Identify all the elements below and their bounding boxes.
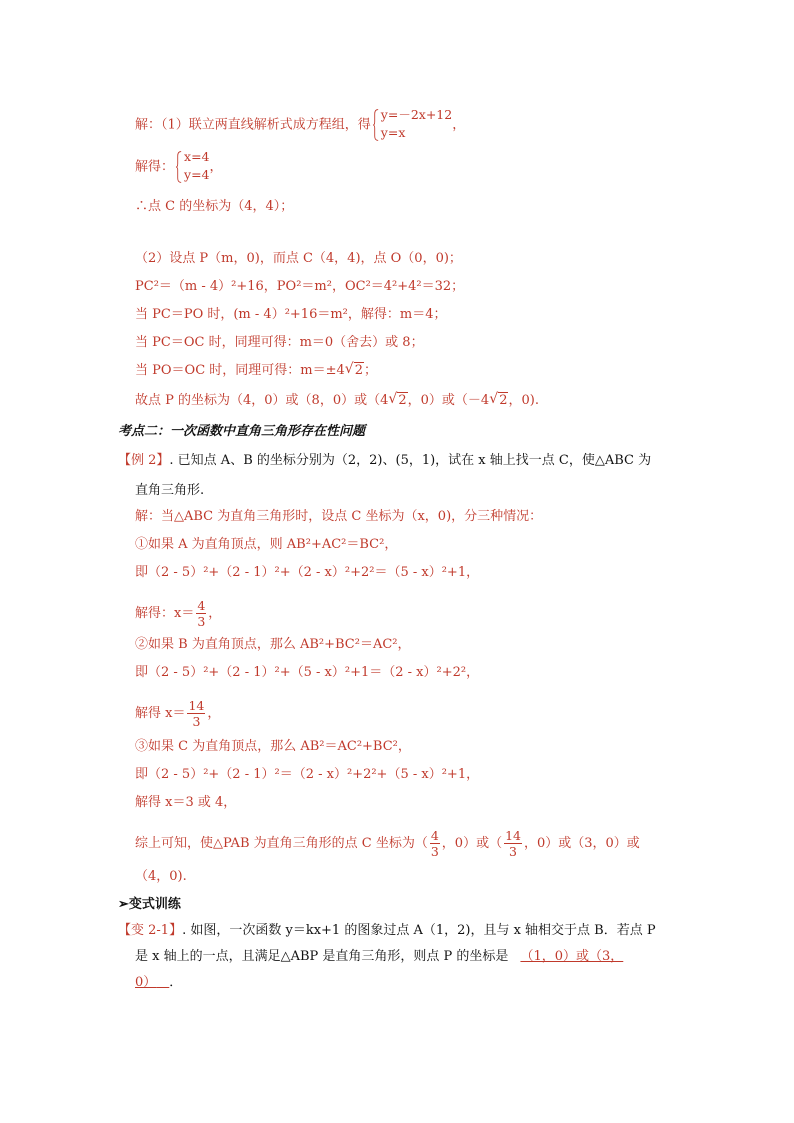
case-3-equation: 即（2 - 5）²+（2 - 1）²＝（2 - x）²+2²+（5 - x）²+1， xyxy=(135,767,480,782)
case-2-condition: ②如果 B 为直角顶点，那么 AB²+BC²＝AC²， xyxy=(135,637,411,652)
denominator: 3 xyxy=(509,844,517,859)
sqrt: √ 2 xyxy=(344,361,364,378)
denominator: 3 xyxy=(192,714,201,729)
solution-text: ，0）或（－4 xyxy=(407,393,490,408)
case-po-oc xyxy=(135,362,377,380)
question-text: . 如图，一次函数 y＝kx+1 的图象过点 A（1，2)，且与 x 轴相交于点 B．若点 P xyxy=(182,923,656,938)
fraction xyxy=(196,598,206,629)
solution-text: 综上可知，使△PAB 为直角三角形的点 C 坐标为（ xyxy=(135,836,428,851)
radicand: 2 xyxy=(398,393,407,408)
case-1-equation: 即（2 - 5）²+（2 - 1）²+（2 - x）²+2²＝（5 - x）²+1， xyxy=(135,565,480,580)
example-tag: 【例 2】 xyxy=(118,453,170,468)
solution-text: 解：（1）联立两直线解析式成方程组，得 xyxy=(135,117,371,133)
example-solution-intro: 解：当△ABC 为直角三角形时，设点 C 坐标为（x，0)，分三种情况： xyxy=(135,509,543,524)
distance-formulas: PC²＝（m - 4）²+16，PO²＝m²，OC²＝4²+4²＝32； xyxy=(135,279,465,294)
answer-underline-tail xyxy=(156,975,169,990)
radicand: 2 xyxy=(354,363,364,378)
variant-question-line-2 xyxy=(135,948,623,966)
equation-system xyxy=(176,148,210,186)
variant-tag: 【变 2-1】 xyxy=(118,923,183,938)
punctuation: ， xyxy=(452,117,466,133)
variant-question-line-3 xyxy=(135,974,182,992)
variant-question-line-1 xyxy=(118,922,656,940)
case-2-solution xyxy=(135,698,220,729)
summary-line-2: （4，0). xyxy=(135,869,187,884)
sqrt: √ 2 xyxy=(388,391,407,408)
solution-text: 解得 x＝ xyxy=(135,706,186,721)
punctuation: ， xyxy=(207,706,221,721)
equation-row: y=－2x+12 xyxy=(380,107,453,122)
numerator: 4 xyxy=(197,598,206,613)
solution-text: 解得：x＝ xyxy=(135,606,195,621)
solution-line-p: （2）设点 P（m，0)，而点 C（4，4)，点 O（0，0)； xyxy=(135,251,462,266)
equation-system xyxy=(373,106,452,144)
radicand: 2 xyxy=(499,393,508,408)
brace-icon xyxy=(176,148,182,186)
numerator: 14 xyxy=(188,698,205,713)
numerator: 4 xyxy=(430,828,439,843)
solution-line-2 xyxy=(135,148,223,186)
punctuation: ， xyxy=(209,159,223,175)
punctuation: ； xyxy=(364,363,378,378)
example-question-line-1 xyxy=(118,452,651,470)
equation-row: y=x xyxy=(380,125,406,140)
case-pc-po: 当 PC＝PO 时，(m - 4）²+16＝m²，解得：m＝4； xyxy=(135,307,447,322)
sqrt: √ 2 xyxy=(489,391,508,408)
case-1-solution xyxy=(135,598,221,629)
equation-row: x=4 xyxy=(184,149,210,164)
question-text: . 已知点 A、B 的坐标分别为（2，2)、(5，1)，试在 x 轴上找一点 C，使△ABC 为 xyxy=(169,453,652,468)
fraction xyxy=(430,828,440,859)
denominator: 3 xyxy=(430,844,439,859)
solution-text: 故点 P 的坐标为（4，0）或（8，0）或（4 xyxy=(135,393,389,408)
solution-text: ，0). xyxy=(508,393,539,408)
denominator: 3 xyxy=(197,614,206,629)
solution-line-1 xyxy=(135,106,465,144)
equation-row: y=4 xyxy=(184,167,210,182)
point-p-result xyxy=(135,392,539,410)
solution-text: ，0）或（3，0）或 xyxy=(523,836,640,851)
answer-blank-cont: 0） xyxy=(135,975,157,990)
solution-text: 当 PO＝OC 时，同理可得：m＝±4 xyxy=(135,363,345,378)
punctuation: ， xyxy=(208,606,222,621)
solution-text: 解得： xyxy=(135,159,175,175)
punctuation: ． xyxy=(169,975,183,990)
fraction xyxy=(504,828,522,859)
case-2-equation: 即（2 - 5）²+（2 - 1）²+（5 - x）²+1＝（2 - x）²+2²， xyxy=(135,665,480,680)
question-text: 是 x 轴上的一点，且满足△ABP 是直角三角形，则点 P 的坐标是 xyxy=(135,949,509,964)
brace-icon xyxy=(373,106,379,144)
case-1-condition: ①如果 A 为直角顶点，则 AB²+AC²＝BC²， xyxy=(135,537,398,552)
summary-line xyxy=(135,828,640,859)
fraction xyxy=(187,698,205,729)
training-label: ➢变式训练 xyxy=(118,897,181,912)
case-3-solution: 解得 x＝3 或 4， xyxy=(135,795,237,810)
numerator: 14 xyxy=(505,828,521,843)
example-question-line-2: 直角三角形. xyxy=(135,483,205,498)
point-c-result: ∴点 C 的坐标为（4，4）； xyxy=(135,199,294,214)
section-heading: 考点二：一次函数中直角三角形存在性问题 xyxy=(118,424,366,439)
case-3-condition: ③如果 C 为直角顶点，那么 AB²＝AC²+BC²， xyxy=(135,739,411,754)
answer-blank: （1，0）或（3， xyxy=(520,949,624,964)
case-pc-oc: 当 PC＝OC 时，同理可得：m＝0（舍去）或 8； xyxy=(135,335,424,350)
solution-text: ，0）或（ xyxy=(441,836,503,851)
